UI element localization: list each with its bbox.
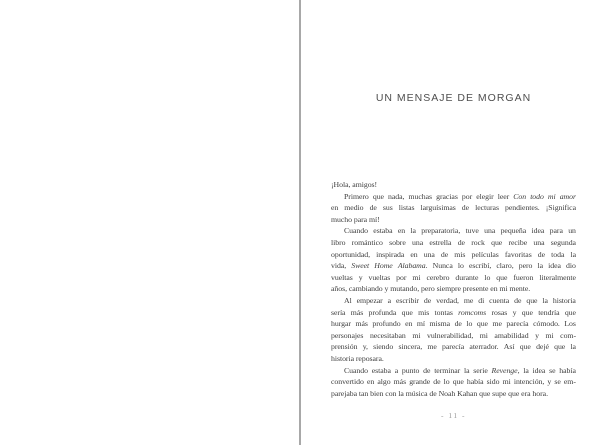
text-line: años, cambiando y mutando, pero siempre presente en mi mente. (331, 284, 531, 294)
text-line: Cuando estaba en la preparatoria, tuve una pequeña idea para un (344, 226, 576, 236)
text-line: parejaba tan bien con la música de Noah Kahan que supe que era hora. (331, 388, 548, 398)
text-line: en medio de sus listas larguísimas de lecturas pendientes. ¡Significa (331, 203, 576, 213)
text-line: prensión y, siendo sincera, me parecía aterrador. Así que dejé que la (331, 342, 576, 352)
text-line: ¡Hola, amigos! (331, 180, 378, 189)
text-line: Al empezar a escribir de verdad, me di cuenta de que la historia (344, 295, 576, 305)
text-line: Cuando estaba a punto de terminar la serie Revenge, la idea se había (344, 365, 576, 375)
body-text (331, 179, 576, 399)
text-line: vida, Sweet Home Alabama. Nunca lo escribí, claro, pero la idea dio (331, 261, 576, 271)
text-line: historia reposara. (331, 353, 384, 363)
chapter-heading: UN MENSAJE DE MORGAN (375, 92, 532, 104)
text-line: sería más profunda que mis tontas romcoms rosas y que tendría que (331, 307, 576, 317)
left-page-blank (0, 0, 299, 445)
text-line: Primero que nada, muchas gracias por elegir leer Con todo mi amor (344, 191, 576, 201)
text-line: mucho para mí! (331, 214, 380, 224)
page-number: - 11 - (441, 411, 466, 420)
text-line: hurgar más profundo en mí misma de lo que me parecía cómodo. Los (331, 319, 576, 329)
text-line: convertido en algo más grande de lo que había sido mi intención, y se em- (331, 377, 576, 387)
text-line: personajes necesitaban mi vulnerabilidad, mi amabilidad y mi com- (331, 330, 576, 340)
text-line: vueltas y vueltas por mi cerebro durante lo que fueron literalmente (331, 272, 576, 282)
right-page (301, 0, 600, 445)
text-block (331, 0, 576, 445)
text-line: libro romántico sobre una estrella de rock que recibe una segunda (331, 237, 576, 247)
text-line: oportunidad, inspirada en una de mis películas favoritas de toda la (331, 249, 576, 259)
